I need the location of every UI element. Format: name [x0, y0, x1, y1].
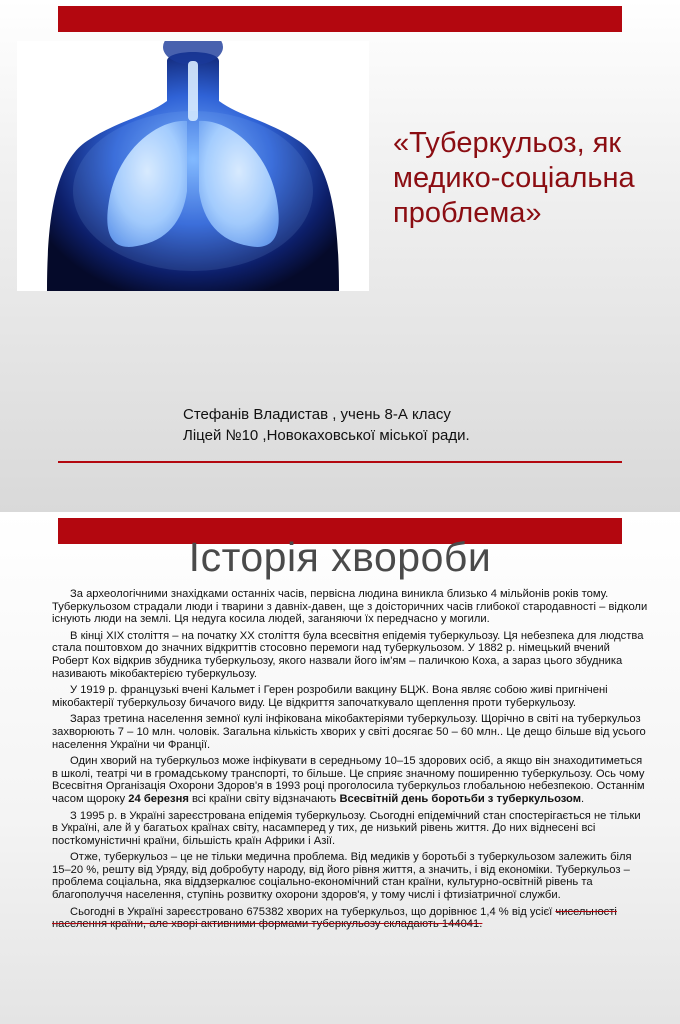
author-info	[183, 404, 470, 446]
paragraph: В кінці XIX століття – на початку XX століття була всесвітня епідемія туберкульозу. Ця небезпека для людства стала поштовхом до значних відкриттів стосовно перемоги над туберкульозом. У 1882 р. німецький вчений Роберт Кох відкрив збудника туберкульозу, якого назвали його ім'ям – паличкою Коха, а зараз цього збудника називають мікобактерією туберкульозу.	[52, 629, 644, 680]
history-slide	[0, 512, 680, 1024]
paragraph: Отже, туберкульоз – це не тільки медична проблема. Від медиків у боротьбі з туберкульозом залежить біля 15–20 %, решту від Уряду, від добробуту народу, від його рівня життя, а значить, і від економіки. Туберкульоз – проблема соціальна, яка віддзеркалює соціально-економічний стан країни, культурно-освітній рівень та благополуччя населення, ступінь розвитку охорони здоров'я, у тому числі і фтизіатричної служби.	[52, 851, 632, 902]
paragraph: З 1995 р. в Україні зареєстрована епідемія туберкульозу. Сьогодні епідемічний стан спостерігається не тільки в Україні, але й у багатьох країнах світу, насамперед у тих, де низький рівень життя. До них віднесені всі постkомуністичні країни, більшість країн Африки і Азії.	[52, 809, 641, 847]
presentation-title: «Туберкульоз, як медико-соціальна проблема»	[393, 127, 635, 229]
author-school: Ліцей №10 ,Новокаховської міської ради.	[183, 427, 470, 444]
text-run: .	[581, 792, 585, 805]
author-name: Стефанів Владистав , учень 8-А класу	[183, 406, 451, 423]
paragraph	[52, 755, 648, 805]
paragraph	[52, 906, 648, 931]
bold-day-name: Всесвітній день боротьби з туберкульозом	[339, 792, 582, 805]
bold-date: 24 березня	[128, 792, 189, 805]
strikethrough-text: чисельності населення країни, але хворі активними формами туберкульозу складають 144041.	[52, 905, 617, 931]
text-run: Сьогодні в Україні зареєстровано 675382 хворих на туберкульоз, що дорівнює 1,4 % від усієї	[70, 905, 556, 918]
paragraph: За археологічними знахідками останніх часів, первісна людина виникла близько 4 мільйонів років тому. Туберкульозом страдали люди і тварини з давніх-давен, ще з доісторичних часів глибокої стародавності – відколи існують люди на землі. Ця недуга косила людей, заганяючи їх передчасно у могили.	[52, 588, 648, 626]
bottom-red-rule	[58, 461, 622, 463]
paragraph: У 1919 р. французькі вчені Кальмет і Герен розробили вакцину БЦЖ. Вона являє собою живі пригнічені мікобактерії туберкульозу бичачого виду. Це відкриття започаткувало щеплення проти туберкульозу.	[52, 684, 608, 709]
history-text	[52, 588, 648, 935]
lungs-illustration	[17, 41, 369, 291]
top-red-bar	[58, 6, 622, 32]
section-title: Історія хвороби	[188, 534, 492, 580]
paragraph: Зараз третина населення земної кулі інфікована мікобактеріями туберкульозу. Щорічно в світі на туберкульоз захворюють 7 – 10 млн. чоловік. Загальна кількість хворих у світі досягає 50 – 60 млн.. Це дещо більше від усього населення України чи Франції.	[52, 713, 646, 751]
text-run: всі країни світу відзначають	[188, 792, 340, 805]
text-run: Один хворий на туберкульоз може інфікувати в середньому 10–15 здорових осіб, а якщо він знаходитиметься в школі, театрі чи в громадському транспорті, то більше. Це сприяє значному поширенню туберкульозу. Ось чому Всесвітня Організація Охорони Здоров'я в 1993 році проголосила туберкульоз глобальною небезпекою. Останнім часом щороку	[52, 755, 645, 805]
